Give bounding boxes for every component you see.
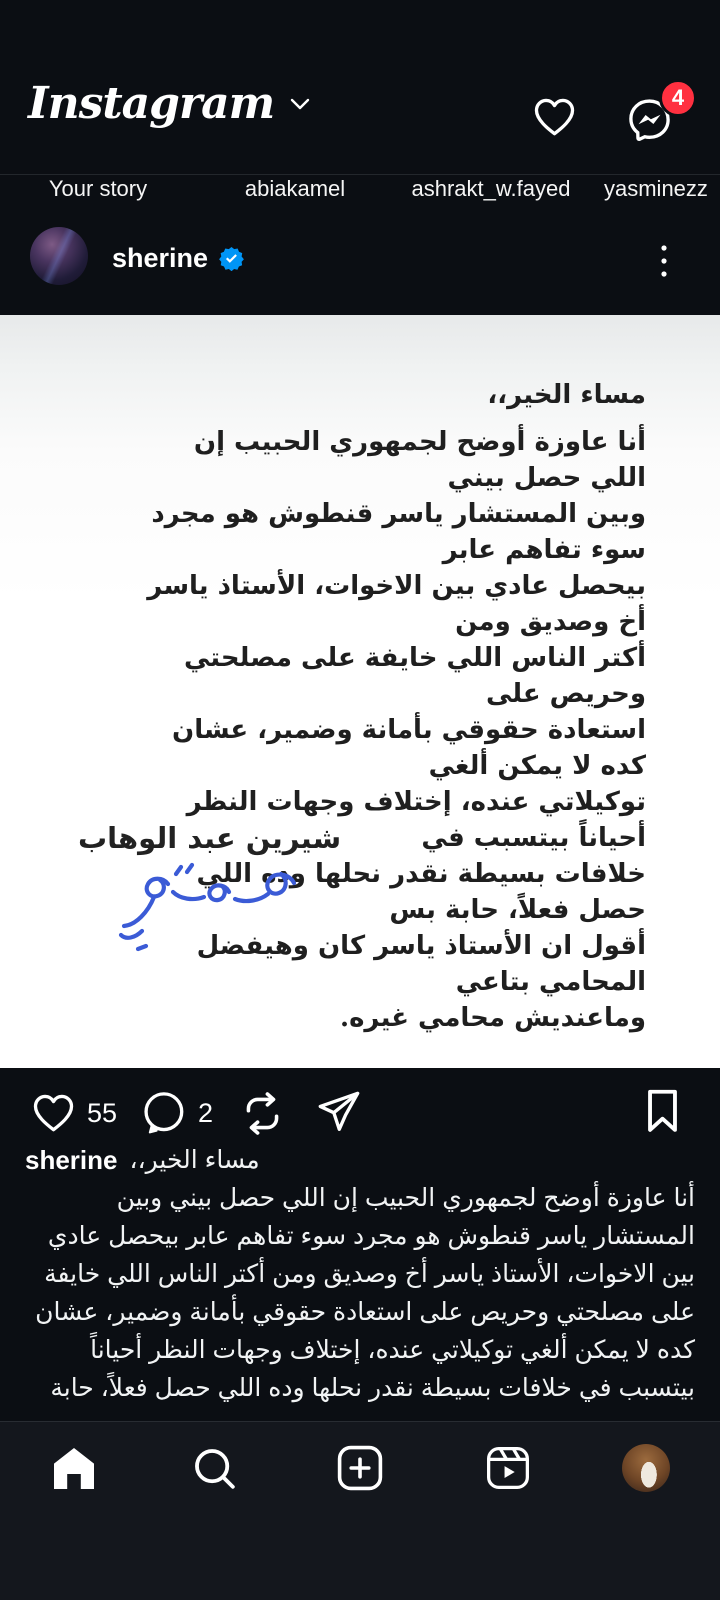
caption-greeting: مساء الخير،، [129, 1146, 260, 1174]
repost-button[interactable] [240, 1091, 285, 1136]
post-author-avatar[interactable] [30, 227, 88, 285]
instagram-logo[interactable]: Instagram [28, 78, 275, 129]
like-button[interactable] [30, 1089, 77, 1136]
letter-line: بيحصل عادي بين الاخوات، الأستاذ ياسر أخ وصديق ومن [147, 571, 646, 637]
story-item-your-story[interactable]: Your story [48, 176, 148, 201]
verified-badge-icon [219, 246, 244, 271]
post-author-row [112, 243, 244, 274]
share-button[interactable] [315, 1089, 362, 1136]
letter-line: استعادة حقوقي بأمانة وضمير، عشان كده لا يمكن ألغي [172, 715, 646, 781]
reels-icon [485, 1445, 531, 1491]
search-icon [192, 1446, 238, 1492]
letter-line: توكيلاتي عنده، إختلاف وجهات النظر أحياناً بيتسبب في [186, 787, 646, 853]
caption-username[interactable]: sherine [25, 1144, 118, 1175]
comment-button[interactable] [140, 1089, 187, 1136]
caption-line: أنا عاوزة أوضح لجمهوري الحبيب إن اللي حصل بيني وبين [116, 1184, 695, 1212]
messenger-unread-badge [659, 79, 697, 117]
letter-line: وماعنديش محامي غيره. [340, 1003, 646, 1033]
messenger-unread-count: 4 [671, 85, 685, 110]
nav-search-button[interactable] [192, 1446, 238, 1492]
story-item-abiakamel[interactable]: abiakamel [244, 176, 346, 201]
activity-heart-button[interactable] [531, 93, 578, 140]
repost-icon [240, 1091, 285, 1136]
like-count[interactable]: 55 [87, 1088, 117, 1138]
nav-profile-avatar[interactable] [622, 1444, 670, 1492]
caption-line: بيتسبب في خلافات بسيطة نقدر نحلها وده اللي حصل فعلاً، حابة [50, 1374, 695, 1402]
caption-line: كده لا يمكن ألغي توكيلاتي عنده، إختلاف وجهات النظر أحياناً [90, 1336, 695, 1364]
chevron-down-icon[interactable] [290, 98, 310, 111]
post-caption [25, 1141, 695, 1407]
caption-line: على مصلحتي وحريص على استعادة حقوقي بأمانة وضمير، عشان [35, 1298, 695, 1326]
letter-line: خلافات بسيطة نقدر نحلها وده اللي حصل فعلاً، حابة بس [196, 859, 646, 925]
heart-icon [30, 1089, 77, 1136]
header-divider [0, 174, 720, 175]
caption-line: بين الاخوات، الأستاذ ياسر أخ وصديق ومن أكتر الناس اللي خايفة [44, 1260, 695, 1288]
story-item-ashrakt[interactable]: ashrakt_w.fayed [411, 176, 571, 201]
kebab-menu-icon [660, 244, 668, 278]
letter-line: أقول ان الأستاذ ياسر كان وهيفضل المحامي بتاعي [196, 931, 646, 997]
post-image-letter[interactable] [0, 315, 720, 1068]
nav-reels-button[interactable] [485, 1445, 531, 1491]
letter-line: أنا عاوزة أوضح لجمهوري الحبيب إن اللي حصل بيني [193, 427, 646, 493]
letter-line: أكتر الناس اللي خايفة على مصلحتي وحريص على [183, 643, 646, 709]
heart-icon [531, 93, 578, 140]
save-bookmark-button[interactable] [646, 1088, 679, 1134]
comment-icon [140, 1089, 187, 1136]
nav-create-button[interactable] [336, 1444, 384, 1492]
caption-first-line [25, 1141, 695, 1179]
post-options-button[interactable] [660, 244, 668, 278]
share-icon [315, 1089, 362, 1136]
story-item-yasminezz[interactable]: yasminezz [604, 176, 708, 201]
caption-line: المستشار ياسر قنطوش هو مجرد سوء تفاهم عابر بيحصل عادي [47, 1222, 695, 1250]
nav-home-button[interactable] [50, 1444, 98, 1492]
bottom-nav-bar [0, 1421, 720, 1600]
handwritten-signature [108, 861, 303, 959]
header-bar [28, 78, 310, 129]
comment-count[interactable]: 2 [198, 1088, 213, 1138]
letter-line: وبين المستشار ياسر قنطوش هو مجرد سوء تفاهم عابر [151, 499, 646, 565]
home-icon [50, 1444, 98, 1492]
create-icon [336, 1444, 384, 1492]
bookmark-icon [646, 1088, 679, 1134]
post-author-username[interactable]: sherine [112, 243, 209, 273]
letter-greeting: مساء الخير،، [487, 380, 646, 410]
letter-signature-name: شيرين عبد الوهاب [78, 821, 342, 855]
